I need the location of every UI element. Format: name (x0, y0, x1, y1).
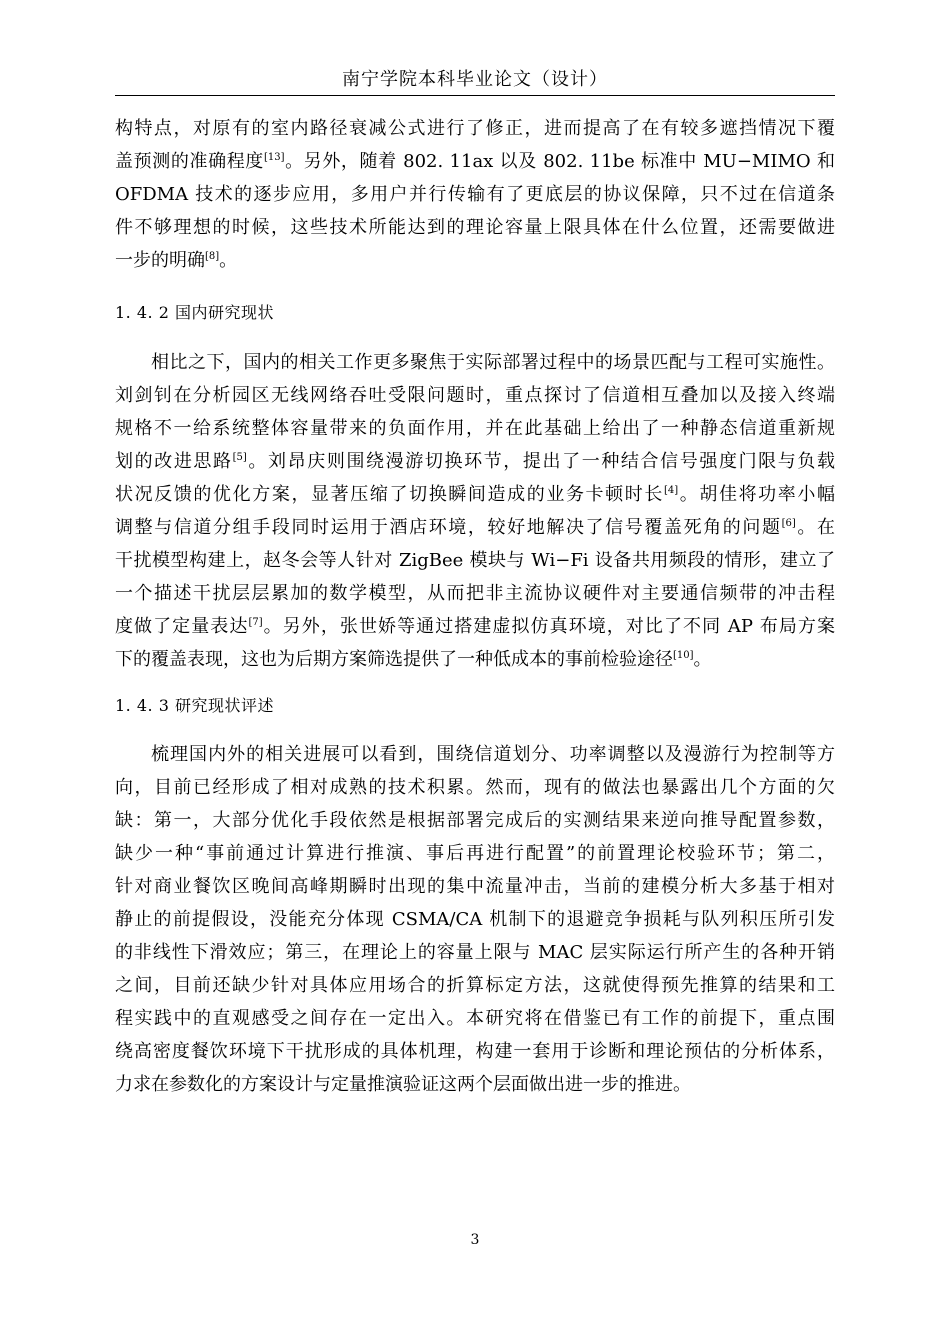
paragraph-line: 缺少一种“事前通过计算进行推演、事后再进行配置”的前置理论校验环节；第二， (115, 843, 835, 864)
citation: [13] (263, 152, 285, 163)
paragraph-line: 刘剑钊在分析园区无线网络吞吐受限问题时，重点探讨了信道相互叠加以及接入终端 (115, 385, 835, 406)
section-heading: 1. 4. 3 研究现状评述 (115, 696, 274, 715)
paragraph-line (115, 516, 835, 540)
text-run: 盖预测的准确程度 (115, 151, 264, 172)
paragraph-line: 构特点，对原有的室内路径衰减公式进行了修正，进而提高了在有较多遮挡情况下覆 (115, 118, 835, 139)
paragraph-line: 干扰模型构建上，赵冬会等人针对 ZigBee 模块与 Wi−Fi 设备共用频段的情形，建立了 (115, 550, 835, 571)
paragraph-line (115, 450, 835, 474)
citation: [6] (781, 518, 796, 529)
paragraph-line: 件不够理想的时候，这些技术所能达到的理论容量上限具体在什么位置，还需要做进 (115, 217, 835, 238)
paragraph-line (115, 615, 835, 639)
paragraph-line: 梳理国内外的相关进展可以看到，围绕信道划分、功率调整以及漫游行为控制等方 (151, 744, 835, 765)
paragraph-line: 向，目前已经形成了相对成熟的技术积累。然而，现有的做法也暴露出几个方面的欠 (115, 777, 835, 798)
paragraph-line (115, 150, 835, 174)
text-run: 状况反馈的优化方案，显著压缩了切换瞬间造成的业务卡顿时长 (115, 484, 664, 505)
paragraph-line: 力求在参数化的方案设计与定量推演验证这两个层面做出进一步的推进。 (115, 1074, 691, 1095)
section-heading: 1. 4. 2 国内研究现状 (115, 303, 274, 322)
text-run: 调整与信道分组手段同时运用于酒店环境，较好地解决了信号覆盖死角的问题 (115, 517, 782, 538)
paragraph-line: 规格不一给系统整体容量带来的负面作用，并在此基础上给出了一种静态信道重新规 (115, 418, 835, 439)
text-run: 下的覆盖表现，这也为后期方案筛选提供了一种低成本的事前检验途径 (115, 649, 673, 670)
citation: [4] (663, 485, 679, 496)
paragraph-line: 相比之下，国内的相关工作更多聚焦于实际部署过程中的场景匹配与工程可实施性。 (151, 352, 835, 373)
text-run: 。在 (795, 517, 836, 538)
text-run: 。 (693, 649, 712, 670)
paragraph-line: OFDMA 技术的逐步应用，多用户并行传输有了更底层的协议保障，只不过在信道条 (115, 184, 835, 205)
paragraph-line: 的非线性下滑效应；第三，在理论上的容量上限与 MAC 层实际运行所产生的各种开销 (115, 942, 835, 963)
text-run: 。刘昂庆则围绕漫游切换环节，提出了一种结合信号强度门限与负载 (246, 451, 835, 472)
paragraph-line (115, 483, 835, 507)
text-run: 一步的明确 (115, 250, 205, 271)
page-number: 3 (470, 1232, 480, 1248)
paragraph-line: 静止的前提假设，没能充分体现 CSMA/CA 机制下的退避竞争损耗与队列积压所引发 (115, 909, 835, 930)
header-rule (115, 95, 835, 96)
text-run: 。另外，张世娇等通过搭建虚拟仿真环境，对比了不同 AP 布局方案 (262, 616, 835, 637)
citation: [10] (673, 650, 694, 661)
citation: [7] (248, 617, 263, 628)
paragraph-line: 之间，目前还缺少针对具体应用场合的折算标定方法，这就使得预先推算的结果和工 (115, 975, 835, 996)
text-run: 度做了定量表达 (115, 616, 249, 637)
text-run: 。胡佳将功率小幅 (678, 484, 836, 505)
citation: [8] (205, 251, 220, 262)
citation: [5] (232, 452, 247, 463)
text-run: 划的改进思路 (115, 451, 233, 472)
paragraph-line (115, 648, 712, 672)
text-run: 。 (219, 250, 238, 271)
paragraph-line: 针对商业餐饮区晚间高峰期瞬时出现的集中流量冲击，当前的建模分析大多基于相对 (115, 876, 835, 897)
paragraph-line: 一个描述干扰层层累加的数学模型，从而把非主流协议硬件对主要通信频带的冲击程 (115, 583, 835, 604)
text-run: 。另外，随着 802. 11ax 以及 802. 11be 标准中 MU−MIMO 和 (284, 151, 835, 172)
running-header: 南宁学院本科毕业论文（设计） (342, 69, 608, 90)
paragraph-line: 绕高密度餐饮环境下干扰形成的具体机理，构建一套用于诊断和理论预估的分析体系， (115, 1041, 835, 1062)
paragraph-line: 程实践中的直观感受之间存在一定出入。本研究将在借鉴已有工作的前提下，重点围 (115, 1008, 835, 1029)
paragraph-line: 缺：第一，大部分优化手段依然是根据部署完成后的实测结果来逆向推导配置参数， (115, 810, 835, 831)
paragraph-line (115, 249, 237, 273)
